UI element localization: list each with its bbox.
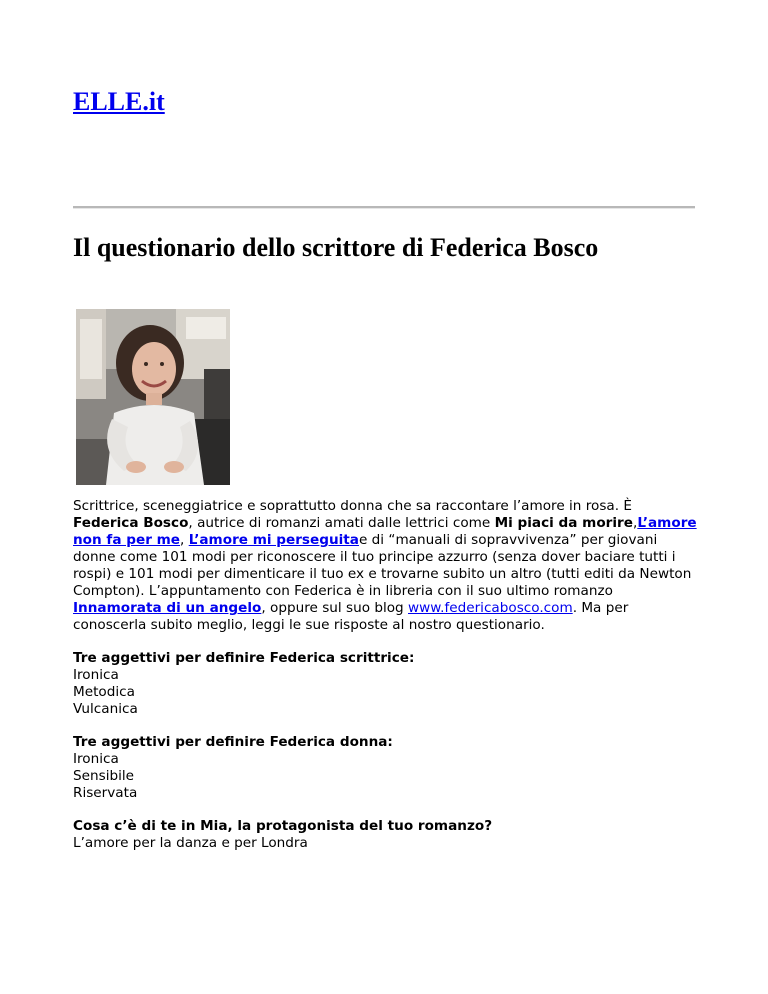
blog-link[interactable]: www.federicabosco.com (408, 600, 573, 616)
book-link-innamorata-di-un-angelo[interactable]: Innamorata di un angelo (73, 600, 262, 616)
intro-text-4: , oppure sul suo blog (261, 600, 409, 616)
article-body (73, 498, 698, 868)
site-home-link[interactable]: ELLE.it (73, 87, 165, 116)
intro-text-3: e di “manuali di sopravvivenza” per giovani donne come 101 modi per riconoscere il tuo principe azzurro (senza dover baciare tutti i rospi) e 101 modi per dimenticare il tuo ex e trovarne subito un altro (tutti editi da Newton Compton). L’appuntamento con Federica è in libreria con il suo ultimo romanzo (73, 532, 692, 599)
answer-text: Ironica (73, 667, 119, 683)
author-photo (76, 309, 230, 485)
author-name: Federica Bosco (73, 515, 189, 531)
qa-block (73, 650, 698, 718)
intro-text-5: . Ma per conoscerla subito meglio, leggi le sue risposte al nostro questionario. (73, 600, 629, 633)
intro-sep-1: , (632, 515, 638, 531)
intro-sep-2: , (180, 532, 189, 548)
book-link-amore-non-fa-per-me[interactable]: L’amore non fa per me (73, 515, 697, 548)
site-title (73, 87, 165, 117)
book-title-mi-piaci: Mi piaci da morire (494, 515, 633, 531)
qa-block (73, 734, 698, 802)
header-divider (73, 206, 695, 209)
answer-text: Ironica (73, 751, 119, 767)
answer-text: Sensibile (73, 768, 135, 784)
answer-text: Riservata (73, 785, 138, 801)
question-text: Tre aggettivi per definire Federica donna: (73, 734, 393, 750)
intro-text-2: , autrice di romanzi amati dalle lettrici come (188, 515, 495, 531)
question-text: Cosa c’è di te in Mia, la protagonista del tuo romanzo? (73, 818, 493, 834)
answer-text: Vulcanica (73, 701, 138, 717)
answer-text: Metodica (73, 684, 135, 700)
intro-text-1: Scrittrice, sceneggiatrice e soprattutto donna che sa raccontare l’amore in rosa. È (73, 498, 632, 514)
question-text: Tre aggettivi per definire Federica scrittrice: (73, 650, 415, 666)
book-link-amore-mi-perseguita[interactable]: L’amore mi perseguita (188, 532, 359, 548)
qa-block (73, 818, 698, 852)
answer-text: L’amore per la danza e per Londra (73, 835, 308, 851)
intro-paragraph (73, 498, 698, 634)
article-title: Il questionario dello scrittore di Federica Bosco (73, 233, 599, 262)
